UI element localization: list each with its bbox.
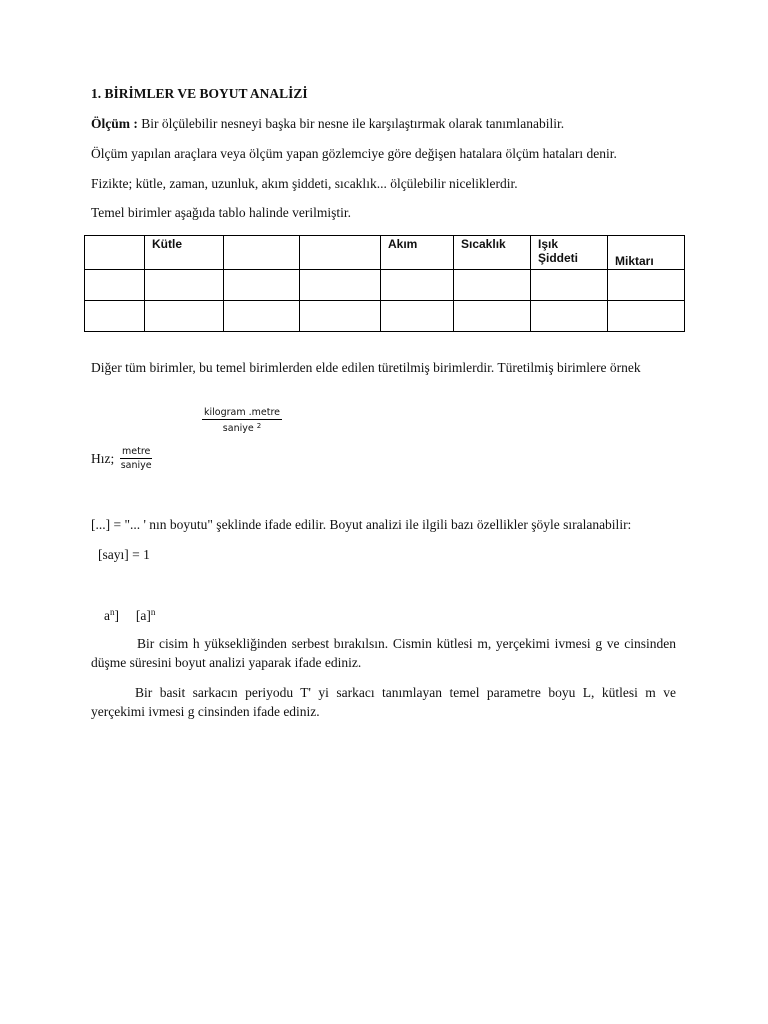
fraction-denominator: saniye $^2$ xyxy=(222,422,262,434)
term-label: Ölçüm : xyxy=(91,116,138,131)
table-header-cell: Işık Şiddeti xyxy=(531,236,608,270)
table-header-cell xyxy=(300,236,381,270)
table-cell xyxy=(85,270,145,301)
table-header-cell xyxy=(85,236,145,270)
table-cell xyxy=(608,301,685,332)
table-cell xyxy=(608,270,685,301)
base-units-table xyxy=(84,235,685,332)
table-cell xyxy=(85,301,145,332)
derived-units-sentence: Diğer tüm birimler, bu temel birimlerden elde edilen türetilmiş birimlerdir. Türetilmiş birimlere örnek xyxy=(91,360,641,375)
table-cell xyxy=(300,301,381,332)
page-title: 1. BİRİMLER VE BOYUT ANALİZİ xyxy=(91,86,308,101)
dimension-rule-power: $a^n$] $[a]^n$ xyxy=(104,607,156,623)
force-unit-fraction xyxy=(202,407,282,434)
table-cell xyxy=(381,270,454,301)
table-cell xyxy=(381,301,454,332)
table-cell xyxy=(454,301,531,332)
problem-pendulum: Bir basit sarkacın periyodu T' yi sarkacı tanımlayan temel parametre boyu L, kütlesi m ve yerçekimi ivmesi g cinsinden ifade ediniz. xyxy=(91,685,676,719)
table-cell xyxy=(300,270,381,301)
table-header-cell xyxy=(224,236,300,270)
quantities-sentence: Fizikte; kütle, zaman, uzunluk, akım şiddeti, sıcaklık... ölçülebilir niceliklerdir. xyxy=(91,176,518,191)
error-sentence: Ölçüm yapılan araçlara veya ölçüm yapan gözlemciye göre değişen hatalara ölçüm hataları denir. xyxy=(91,146,617,161)
measurement-definition xyxy=(91,115,564,132)
table-row xyxy=(85,301,685,332)
dimension-sentence: [...] = "... ' nın boyutu" şeklinde ifade edilir. Boyut analizi ile ilgili bazı özellikler şöyle sıralanabilir: xyxy=(91,517,632,532)
table-cell xyxy=(531,270,608,301)
table-row xyxy=(85,270,685,301)
table-cell xyxy=(454,270,531,301)
table-intro: Temel birimler aşağıda tablo halinde verilmiştir. xyxy=(91,205,351,220)
fraction-denominator: saniye xyxy=(120,460,152,471)
table-cell xyxy=(224,301,300,332)
fraction-numerator: metre xyxy=(122,446,151,457)
dimension-rule-number: [sayı] = 1 xyxy=(98,547,150,562)
table-cell xyxy=(145,301,224,332)
speed-label: Hız; xyxy=(91,451,115,466)
problem-free-fall: Bir cisim h yüksekliğinden serbest bırakılsın. Cismin kütlesi m, yerçekimi ivmesi g ve cinsinden düşme süresini boyut analizi yaparak ifade ediniz. xyxy=(91,636,676,670)
table-header-cell: Miktarı xyxy=(608,236,685,270)
table-header-cell: Kütle xyxy=(145,236,224,270)
table-cell xyxy=(531,301,608,332)
term-text: Bir ölçülebilir nesneyi başka bir nesne ile karşılaştırmak olarak tanımlanabilir. xyxy=(137,116,565,131)
table-cell xyxy=(224,270,300,301)
table-header-row xyxy=(85,236,685,270)
speed-unit-fraction xyxy=(120,446,152,471)
table-header-cell: Sıcaklık xyxy=(454,236,531,270)
table-cell xyxy=(145,270,224,301)
fraction-numerator: kilogram .metre xyxy=(204,407,281,418)
table-header-cell: Akım xyxy=(381,236,454,270)
